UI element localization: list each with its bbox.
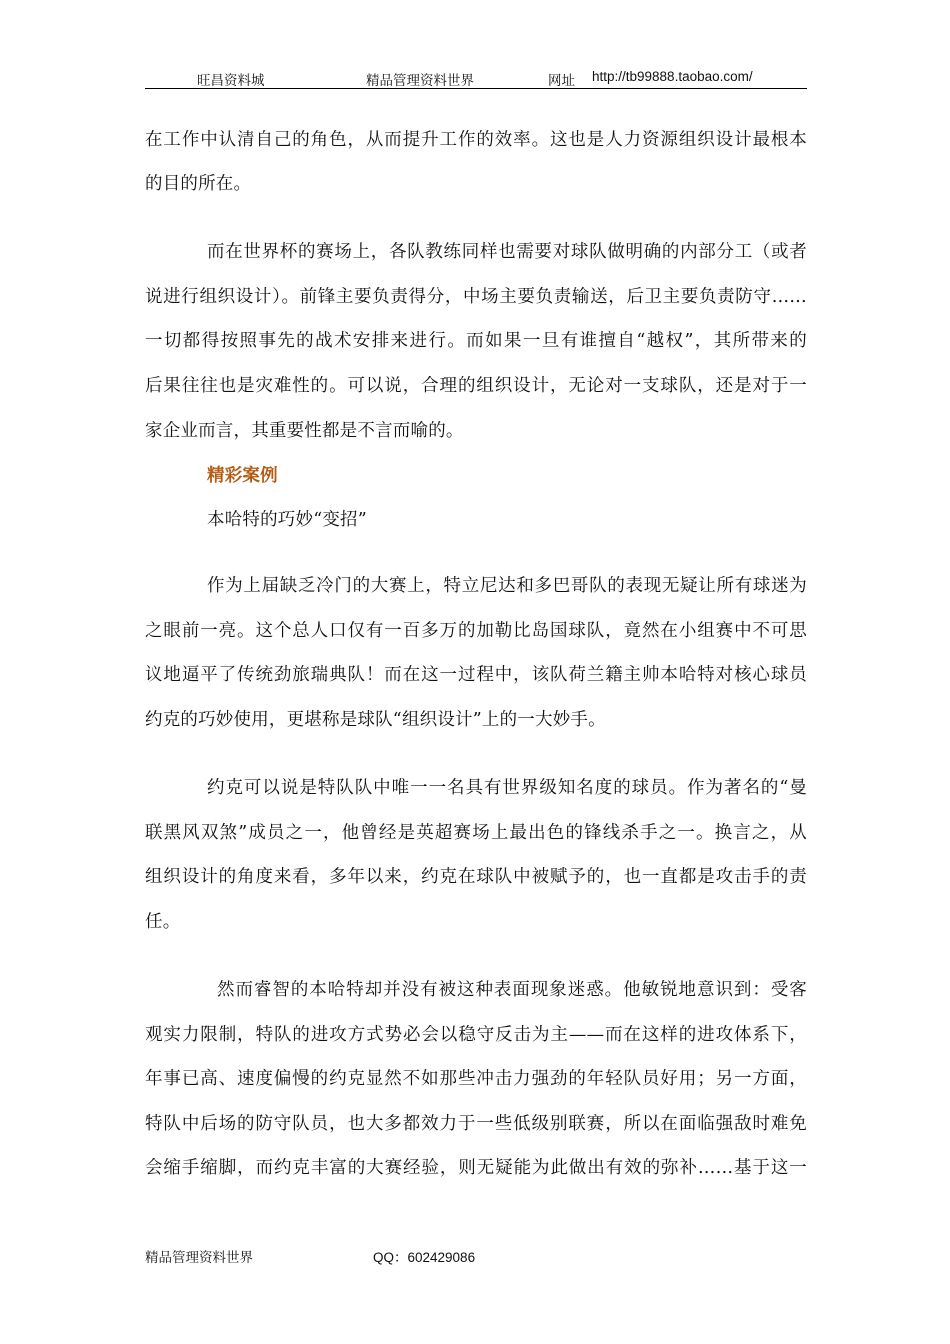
paragraph-1-line: 在工作中认清自己的角色，从而提升工作的效率。这也是人力资源组织设计最根本 <box>145 130 807 150</box>
page-header <box>145 66 807 89</box>
paragraph-2-line: 家企业而言，其重要性都是不言而喻的。 <box>145 421 464 441</box>
page-footer <box>145 1246 807 1266</box>
paragraph-3-line: 之眼前一亮。这个总人口仅有一百多万的加勒比岛国球队，竟然在小组赛中不可思 <box>145 621 807 641</box>
case-heading: 精彩案例 <box>207 466 278 486</box>
footer-qq: QQ：602429086 <box>373 1250 476 1265</box>
paragraph-5-line: 然而睿智的本哈特却并没有被这种表面现象迷惑。他敏锐地意识到：受客 <box>217 980 807 1000</box>
paragraph-4-line: 联黑风双煞”成员之一，他曾经是英超赛场上最出色的锋线杀手之一。换言之，从 <box>145 823 807 843</box>
case-title: 本哈特的巧妙“变招” <box>207 510 367 530</box>
paragraph-2-line: 而在世界杯的赛场上，各队教练同样也需要对球队做明确的内部分工（或者 <box>207 242 807 262</box>
paragraph-5-line: 特队中后场的防守队员，也大多都效力于一些低级别联赛，所以在面临强敌时难免 <box>145 1114 807 1134</box>
paragraph-1-line: 的目的所在。 <box>145 174 252 194</box>
paragraph-2-line: 后果往往也是灾难性的。可以说，合理的组织设计，无论对一支球队，还是对于一 <box>145 376 807 396</box>
paragraph-4-line: 组织设计的角度来看，多年以来，约克在球队中被赋予的，也一直都是攻击手的责 <box>145 867 807 887</box>
paragraph-5-line: 观实力限制，特队的进攻方式势必会以稳守反击为主——而在这样的进攻体系下， <box>145 1025 807 1045</box>
paragraph-3-line: 约克的巧妙使用，更堪称是球队“组织设计”上的一大妙手。 <box>145 710 606 730</box>
paragraph-3-line: 议地逼平了传统劲旅瑞典队！而在这一过程中，该队荷兰籍主帅本哈特对核心球员 <box>145 665 807 685</box>
paragraph-2-line: 说进行组织设计）。前锋主要负责得分，中场主要负责输送，后卫主要负责防守…… <box>145 287 807 307</box>
footer-site-name: 精品管理资料世界 <box>145 1250 253 1266</box>
paragraph-3-line: 作为上届缺乏冷门的大赛上，特立尼达和多巴哥队的表现无疑让所有球迷为 <box>207 576 807 596</box>
header-store-name: 旺昌资料城 <box>197 73 265 89</box>
paragraph-4-line: 约克可以说是特队队中唯一一名具有世界级知名度的球员。作为著名的“曼 <box>207 778 807 798</box>
header-url-label: 网址 <box>548 73 575 89</box>
header-site-name: 精品管理资料世界 <box>366 73 474 89</box>
paragraph-2-line: 一切都得按照事先的战术安排来进行。而如果一旦有谁擅自“越权”，其所带来的 <box>145 331 807 351</box>
paragraph-5-line: 会缩手缩脚，而约克丰富的大赛经验，则无疑能为此做出有效的弥补……基于这一 <box>145 1158 807 1178</box>
paragraph-4-line: 任。 <box>145 912 181 932</box>
paragraph-5-line: 年事已高、速度偏慢的约克显然不如那些冲击力强劲的年轻队员好用；另一方面， <box>145 1069 807 1089</box>
header-url-link[interactable]: http://tb99888.taobao.com/ <box>592 69 753 84</box>
